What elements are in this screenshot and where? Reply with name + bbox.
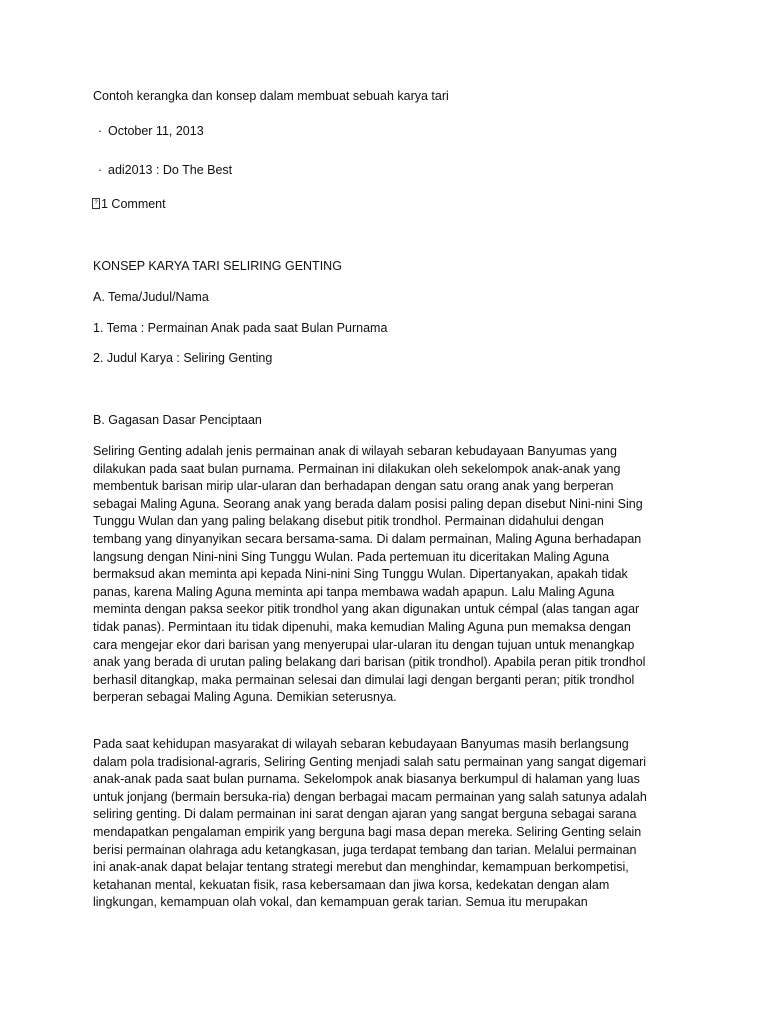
section-a-heading: A. Tema/Judul/Nama <box>93 290 209 304</box>
bullet-icon: · <box>98 163 103 177</box>
text-line: untuk jonjang (bermain bersuka-ria) dengan berbagai macam permainan yang salah satunya adalah <box>93 789 647 804</box>
concept-heading: KONSEP KARYA TARI SELIRING GENTING <box>93 259 342 273</box>
post-author <box>98 162 232 178</box>
text-line: Pada saat kehidupan masyarakat di wilayah sebaran kebudayaan Banyumas masih berlangsung <box>93 737 629 751</box>
text-line: anak-anak pada saat bulan purnama. Sekelompok anak biasanya berkumpul di halaman yang luas <box>93 772 640 787</box>
text-line: tembang yang dinyanyikan secara bersama-sama. Di dalam permainan, Maling Aguna berhadapan <box>93 531 642 546</box>
text-line: bermaksud akan meminta api kepada Nini-nini Sing Tunggu Wulan. Dipertanyakan, apakah tidak <box>93 567 628 582</box>
text-line: anak yang berada di urutan paling belakang dari barisan (pitik trondhol). Apabila peran pitik trondhol <box>93 655 646 670</box>
text-line: Seliring Genting adalah jenis permainan anak di wilayah sebaran kebudayaan Banyumas yang <box>93 444 617 458</box>
post-title: Contoh kerangka dan konsep dalam membuat sebuah karya tari <box>93 89 449 103</box>
text-line: meminta dengan paksa seekor pitik trondhol yang akan digunakan untuk cémpal (alas tangan agar <box>93 602 640 617</box>
text-line: tidak panas). Permintaan itu tidak dipenuhi, maka kemudian Maling Aguna pun memaksa dengan <box>93 619 631 634</box>
theme-item: 1. Tema : Permainan Anak pada saat Bulan Purnama <box>93 321 388 335</box>
bullet-icon: · <box>98 124 103 138</box>
post-date <box>98 123 204 139</box>
text-line: berisi permainan olahraga adu ketangkasan, juga terdapat tembang dan tarian. Melalui permainan <box>93 842 637 857</box>
text-line: dalam pola tradisional-agraris, Seliring Genting menjadi salah satu permainan yang sangat digemari <box>93 754 647 769</box>
post-author-text: adi2013 : Do The Best <box>108 163 233 177</box>
text-line: lingkungan, kemampuan olah vokal, dan kemampuan gerak tarian. Semua itu merupakan <box>93 895 588 910</box>
text-line: cara mengejar ekor dari barisan yang menyerupai ular-ularan itu dengan tujuan untuk menangkap <box>93 637 635 652</box>
text-line: panas, karena Maling Aguna meminta api tanpa membawa wadah apapun. Lalu Maling Aguna <box>93 584 615 599</box>
text-line: sebagai Maling Aguna. Seorang anak yang berada dalam posisi paling depan disebut Nini-nini Sing <box>93 496 643 511</box>
text-line: langsung dengan Nini-nini Sing Tunggu Wulan. Pada pertemuan itu diceritakan Maling Aguna <box>93 549 610 564</box>
text-line: dilakukan pada saat bulan purnama. Permainan ini dilakukan oleh sekelompok anak-anak yang <box>93 461 621 476</box>
comment-icon: ? <box>92 198 100 209</box>
text-line: berhasil ditangkap, maka permainan selesai dan dimulai lagi dengan berganti peran; pitik trondhol <box>93 672 635 687</box>
paragraph-2 <box>93 736 683 912</box>
text-line: seliring genting. Di dalam permainan ini sarat dengan ajaran yang sangat berguna sebagai sarana <box>93 807 637 822</box>
text-line: membentuk barisan mirip ular-ularan dan berhadapan dengan satu orang anak yang berperan <box>93 479 614 494</box>
text-line: mendapatkan pengalaman empirik yang berguna bagi masa depan mereka. Seliring Genting selain <box>93 824 642 839</box>
text-line: Tunggu Wulan dan yang paling belakang disebut pitik trondhol. Permainan didahului dengan <box>93 514 604 529</box>
section-b-heading: B. Gagasan Dasar Penciptaan <box>93 413 262 427</box>
post-comments <box>92 196 166 212</box>
post-comments-text: 1 Comment <box>101 197 166 211</box>
text-line: ini anak-anak dapat belajar tentang strategi merebut dan menghindar, kemampuan berkompetisi, <box>93 860 629 875</box>
title-item: 2. Judul Karya : Seliring Genting <box>93 351 273 365</box>
paragraph-1 <box>93 443 683 707</box>
text-line: ketahanan mental, kekuatan fisik, rasa kebersamaan dan jiwa korsa, kedekatan dengan alam <box>93 877 610 892</box>
text-line: berperan sebagai Maling Aguna. Demikian seterusnya. <box>93 690 397 705</box>
post-date-text: October 11, 2013 <box>108 124 204 138</box>
